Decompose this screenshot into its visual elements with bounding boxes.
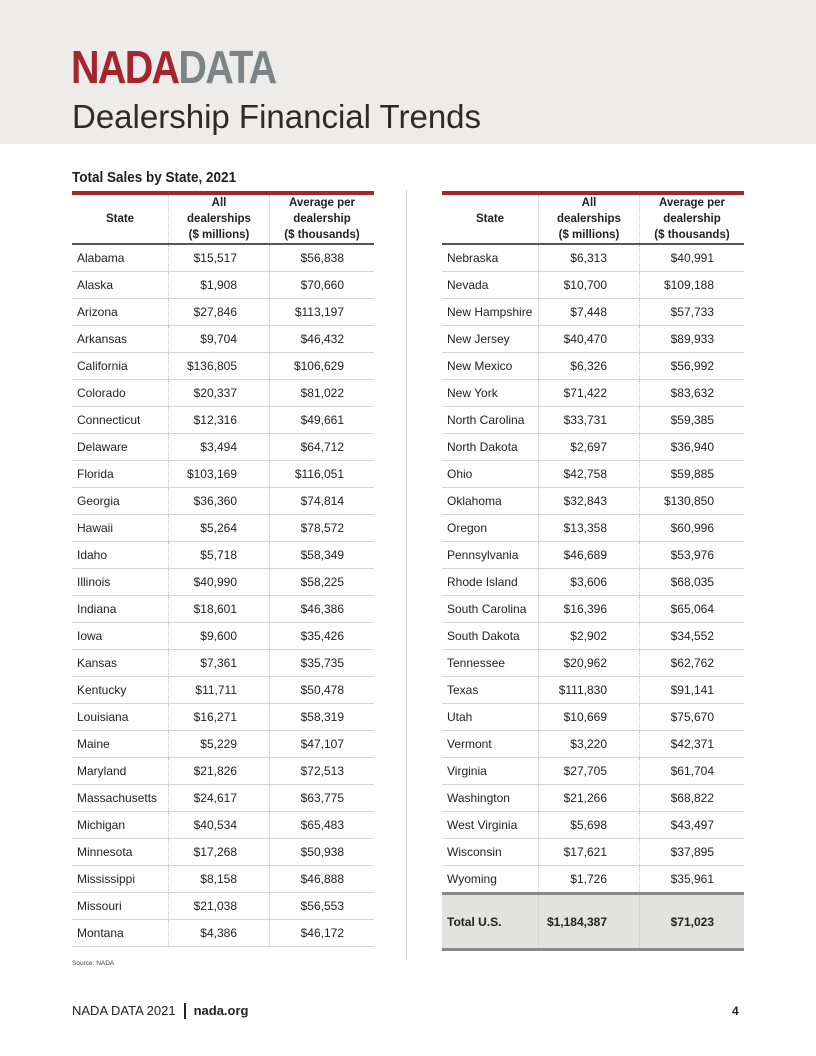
table-row [72, 812, 374, 839]
cell-all-dealerships: $9,600 [169, 623, 270, 650]
cell-all-dealerships: $32,843 [539, 488, 640, 515]
table-body-left [72, 244, 374, 947]
cell-state: Connecticut [72, 407, 169, 434]
cell-all-dealerships: $33,731 [539, 407, 640, 434]
cell-average-per-dealership: $65,064 [640, 596, 745, 623]
cell-average-per-dealership: $74,814 [270, 488, 375, 515]
header-all-dealerships [539, 193, 640, 244]
table-row [442, 244, 744, 272]
table-row [72, 623, 374, 650]
header-all-line2: dealerships [557, 213, 621, 225]
cell-average-per-dealership: $56,553 [270, 893, 375, 920]
cell-all-dealerships: $17,268 [169, 839, 270, 866]
cell-average-per-dealership: $75,670 [640, 704, 745, 731]
header-avg-line1: Average per [288, 197, 356, 209]
cell-state: Nevada [442, 272, 539, 299]
table-row [442, 650, 744, 677]
cell-all-dealerships: $5,718 [169, 542, 270, 569]
cell-state: Nebraska [442, 244, 539, 272]
cell-all-dealerships: $42,758 [539, 461, 640, 488]
source-note: Source: NADA [72, 960, 115, 967]
header-all-dealerships [169, 193, 270, 244]
table-row [72, 488, 374, 515]
cell-average-per-dealership: $72,513 [270, 758, 375, 785]
cell-all-dealerships: $3,494 [169, 434, 270, 461]
cell-state: Wisconsin [442, 839, 539, 866]
cell-state: West Virginia [442, 812, 539, 839]
cell-state: Pennsylvania [442, 542, 539, 569]
cell-state: South Dakota [442, 623, 539, 650]
table-row [442, 380, 744, 407]
cell-average-per-dealership: $36,940 [640, 434, 745, 461]
cell-all-dealerships: $111,830 [539, 677, 640, 704]
table-row [442, 488, 744, 515]
table-row [442, 299, 744, 326]
table-row [72, 758, 374, 785]
cell-average-per-dealership: $34,552 [640, 623, 745, 650]
table-header-row [442, 193, 744, 244]
cell-all-dealerships: $2,697 [539, 434, 640, 461]
header-all-line2: dealerships [187, 213, 251, 225]
cell-all-dealerships: $20,337 [169, 380, 270, 407]
table-row [442, 569, 744, 596]
cell-state: New Jersey [442, 326, 539, 353]
cell-state: Arizona [72, 299, 169, 326]
cell-state: Maryland [72, 758, 169, 785]
cell-state: New Mexico [442, 353, 539, 380]
table-row [442, 785, 744, 812]
table-row [442, 758, 744, 785]
cell-all-dealerships: $5,264 [169, 515, 270, 542]
cell-state: Tennessee [442, 650, 539, 677]
header-all-line1: All [581, 197, 597, 209]
table-row [442, 272, 744, 299]
cell-average-per-dealership: $46,172 [270, 920, 375, 947]
cell-state: California [72, 353, 169, 380]
cell-all-dealerships: $21,266 [539, 785, 640, 812]
cell-all-dealerships: $40,534 [169, 812, 270, 839]
cell-average-per-dealership: $63,775 [270, 785, 375, 812]
cell-average-per-dealership: $83,632 [640, 380, 745, 407]
cell-all-dealerships: $136,805 [169, 353, 270, 380]
cell-average-per-dealership: $68,822 [640, 785, 745, 812]
table-row [442, 326, 744, 353]
cell-state: Oklahoma [442, 488, 539, 515]
cell-state: Delaware [72, 434, 169, 461]
cell-all-dealerships: $8,158 [169, 866, 270, 893]
cell-state: North Dakota [442, 434, 539, 461]
cell-average-per-dealership: $116,051 [270, 461, 375, 488]
cell-all-dealerships: $17,621 [539, 839, 640, 866]
cell-state: Maine [72, 731, 169, 758]
cell-all-dealerships: $15,517 [169, 244, 270, 272]
cell-average-per-dealership: $106,629 [270, 353, 375, 380]
footer-site-link[interactable]: nada.org [193, 1003, 249, 1018]
cell-state: Colorado [72, 380, 169, 407]
cell-all-dealerships: $1,726 [539, 866, 640, 894]
cell-all-dealerships: $40,990 [169, 569, 270, 596]
cell-all-dealerships: $12,316 [169, 407, 270, 434]
cell-average-per-dealership: $50,478 [270, 677, 375, 704]
cell-average-per-dealership: $64,712 [270, 434, 375, 461]
cell-state: Georgia [72, 488, 169, 515]
cell-average-per-dealership: $47,107 [270, 731, 375, 758]
cell-average-per-dealership: $37,895 [640, 839, 745, 866]
cell-average-per-dealership: $68,035 [640, 569, 745, 596]
cell-average-per-dealership: $56,838 [270, 244, 375, 272]
table-row [442, 677, 744, 704]
cell-all-dealerships: $3,606 [539, 569, 640, 596]
cell-state: Iowa [72, 623, 169, 650]
cell-all-dealerships: $21,038 [169, 893, 270, 920]
table-row [442, 866, 744, 894]
cell-all-dealerships: $10,669 [539, 704, 640, 731]
cell-average-per-dealership: $35,961 [640, 866, 745, 894]
table-row [72, 380, 374, 407]
state-sales-table-right [442, 191, 744, 951]
header-state: State [72, 193, 169, 244]
total-all-dealerships: $1,184,387 [539, 894, 640, 950]
cell-state: North Carolina [442, 407, 539, 434]
cell-state: Oregon [442, 515, 539, 542]
cell-state: Texas [442, 677, 539, 704]
cell-average-per-dealership: $62,762 [640, 650, 745, 677]
state-sales-table-left [72, 191, 374, 947]
cell-state: Kansas [72, 650, 169, 677]
page-number: 4 [732, 1004, 739, 1018]
table-row [72, 731, 374, 758]
total-row [442, 894, 744, 950]
cell-average-per-dealership: $113,197 [270, 299, 375, 326]
cell-all-dealerships: $36,360 [169, 488, 270, 515]
footer-separator [184, 1003, 186, 1019]
cell-all-dealerships: $24,617 [169, 785, 270, 812]
cell-state: Illinois [72, 569, 169, 596]
logo-part-data: DATA [178, 41, 276, 93]
table-row [72, 704, 374, 731]
cell-average-per-dealership: $46,888 [270, 866, 375, 893]
table-row [442, 434, 744, 461]
cell-average-per-dealership: $65,483 [270, 812, 375, 839]
nada-data-logo [71, 41, 276, 93]
logo-part-nada: NADA [71, 41, 179, 93]
cell-state: New Hampshire [442, 299, 539, 326]
table-row [442, 731, 744, 758]
cell-average-per-dealership: $42,371 [640, 731, 745, 758]
cell-all-dealerships: $18,601 [169, 596, 270, 623]
table-row [72, 326, 374, 353]
cell-state: Rhode Island [442, 569, 539, 596]
cell-average-per-dealership: $59,385 [640, 407, 745, 434]
cell-average-per-dealership: $35,426 [270, 623, 375, 650]
cell-all-dealerships: $10,700 [539, 272, 640, 299]
cell-average-per-dealership: $56,992 [640, 353, 745, 380]
table-row [72, 677, 374, 704]
cell-all-dealerships: $103,169 [169, 461, 270, 488]
cell-all-dealerships: $40,470 [539, 326, 640, 353]
table-row [72, 515, 374, 542]
cell-all-dealerships: $11,711 [169, 677, 270, 704]
cell-average-per-dealership: $59,885 [640, 461, 745, 488]
cell-average-per-dealership: $46,386 [270, 596, 375, 623]
cell-state: Kentucky [72, 677, 169, 704]
cell-all-dealerships: $27,846 [169, 299, 270, 326]
cell-average-per-dealership: $53,976 [640, 542, 745, 569]
cell-state: Vermont [442, 731, 539, 758]
table-row [442, 596, 744, 623]
cell-all-dealerships: $20,962 [539, 650, 640, 677]
table-row [442, 515, 744, 542]
cell-state: Alabama [72, 244, 169, 272]
cell-all-dealerships: $16,396 [539, 596, 640, 623]
footer-label: NADA DATA 2021 [72, 1003, 176, 1018]
cell-state: Florida [72, 461, 169, 488]
cell-average-per-dealership: $81,022 [270, 380, 375, 407]
table-header-row [72, 193, 374, 244]
cell-average-per-dealership: $49,661 [270, 407, 375, 434]
header-average-per-dealership [640, 193, 745, 244]
cell-all-dealerships: $21,826 [169, 758, 270, 785]
cell-state: Washington [442, 785, 539, 812]
table-row [72, 866, 374, 893]
cell-all-dealerships: $7,448 [539, 299, 640, 326]
cell-state: Wyoming [442, 866, 539, 894]
cell-state: Hawaii [72, 515, 169, 542]
cell-average-per-dealership: $61,704 [640, 758, 745, 785]
column-divider [406, 190, 407, 960]
cell-average-per-dealership: $78,572 [270, 515, 375, 542]
cell-state: Virginia [442, 758, 539, 785]
cell-all-dealerships: $4,386 [169, 920, 270, 947]
cell-all-dealerships: $27,705 [539, 758, 640, 785]
header-all-line1: All [211, 197, 227, 209]
cell-average-per-dealership: $58,225 [270, 569, 375, 596]
table-row [72, 407, 374, 434]
cell-all-dealerships: $5,229 [169, 731, 270, 758]
table-row [72, 542, 374, 569]
cell-average-per-dealership: $109,188 [640, 272, 745, 299]
table-row [72, 893, 374, 920]
table-row [442, 461, 744, 488]
table-title: Total Sales by State, 2021 [72, 169, 237, 186]
total-average-per-dealership: $71,023 [640, 894, 745, 950]
table-row [442, 623, 744, 650]
page-title: Dealership Financial Trends [72, 98, 482, 135]
cell-average-per-dealership: $46,432 [270, 326, 375, 353]
cell-state: Arkansas [72, 326, 169, 353]
cell-all-dealerships: $2,902 [539, 623, 640, 650]
cell-average-per-dealership: $43,497 [640, 812, 745, 839]
table-row [72, 461, 374, 488]
cell-state: Montana [72, 920, 169, 947]
cell-state: Utah [442, 704, 539, 731]
cell-state: Massachusetts [72, 785, 169, 812]
header-average-per-dealership [270, 193, 375, 244]
cell-state: South Carolina [442, 596, 539, 623]
table-row [72, 596, 374, 623]
table-row [72, 299, 374, 326]
cell-average-per-dealership: $58,319 [270, 704, 375, 731]
table-row [442, 704, 744, 731]
cell-state: Missouri [72, 893, 169, 920]
table-row [72, 244, 374, 272]
header-avg-line3: ($ thousands) [654, 229, 730, 241]
cell-state: Michigan [72, 812, 169, 839]
cell-average-per-dealership: $35,735 [270, 650, 375, 677]
table-body-right [442, 244, 744, 894]
header-avg-line2: dealership [293, 213, 351, 225]
cell-average-per-dealership: $50,938 [270, 839, 375, 866]
cell-average-per-dealership: $57,733 [640, 299, 745, 326]
cell-all-dealerships: $1,908 [169, 272, 270, 299]
cell-state: Indiana [72, 596, 169, 623]
cell-state: Minnesota [72, 839, 169, 866]
cell-state: Alaska [72, 272, 169, 299]
table-row [442, 407, 744, 434]
table-row [72, 650, 374, 677]
table-row [442, 353, 744, 380]
table-row [72, 920, 374, 947]
cell-average-per-dealership: $60,996 [640, 515, 745, 542]
cell-all-dealerships: $3,220 [539, 731, 640, 758]
table-row [442, 812, 744, 839]
footer [72, 1003, 248, 1020]
header-all-line3: ($ millions) [188, 229, 250, 241]
cell-all-dealerships: $9,704 [169, 326, 270, 353]
table-row [72, 434, 374, 461]
cell-all-dealerships: $6,326 [539, 353, 640, 380]
cell-all-dealerships: $7,361 [169, 650, 270, 677]
cell-average-per-dealership: $40,991 [640, 244, 745, 272]
header-avg-line3: ($ thousands) [284, 229, 360, 241]
header-avg-line1: Average per [658, 197, 726, 209]
cell-all-dealerships: $71,422 [539, 380, 640, 407]
header-avg-line2: dealership [663, 213, 721, 225]
table-row [72, 272, 374, 299]
cell-average-per-dealership: $58,349 [270, 542, 375, 569]
cell-average-per-dealership: $130,850 [640, 488, 745, 515]
table-row [72, 569, 374, 596]
cell-state: Louisiana [72, 704, 169, 731]
cell-state: Ohio [442, 461, 539, 488]
cell-average-per-dealership: $89,933 [640, 326, 745, 353]
table-row [72, 353, 374, 380]
cell-all-dealerships: $5,698 [539, 812, 640, 839]
table-row [442, 839, 744, 866]
table-row [72, 785, 374, 812]
header-state: State [442, 193, 539, 244]
header-all-line3: ($ millions) [558, 229, 620, 241]
cell-state: New York [442, 380, 539, 407]
cell-all-dealerships: $13,358 [539, 515, 640, 542]
cell-average-per-dealership: $91,141 [640, 677, 745, 704]
cell-all-dealerships: $16,271 [169, 704, 270, 731]
table-row [442, 542, 744, 569]
cell-all-dealerships: $6,313 [539, 244, 640, 272]
table-row [72, 839, 374, 866]
cell-average-per-dealership: $70,660 [270, 272, 375, 299]
cell-all-dealerships: $46,689 [539, 542, 640, 569]
cell-state: Mississippi [72, 866, 169, 893]
cell-state: Idaho [72, 542, 169, 569]
total-label: Total U.S. [442, 894, 539, 950]
